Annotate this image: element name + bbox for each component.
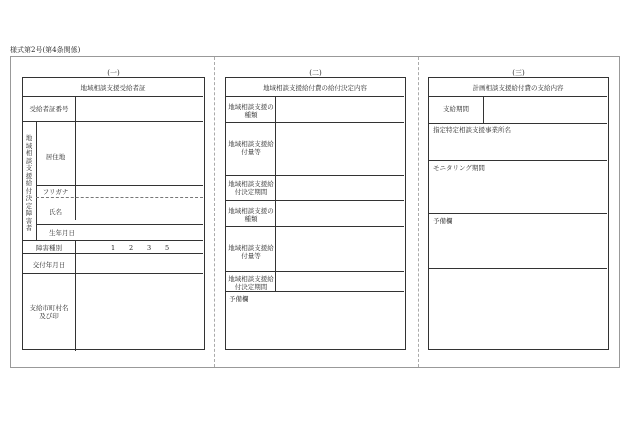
section2-number: (二) (309, 69, 322, 77)
support-amount-label-1: 地域相談支援給付量等 (228, 140, 274, 156)
section2-box (225, 77, 406, 350)
issue-date-label: 交付年月日 (32, 261, 66, 269)
provider-label: 指定特定相談支援事業所名 (433, 126, 511, 134)
municipality-label: 支給市町村名及び印 (29, 304, 69, 320)
form-caption: 様式第2号(第4条関係) (10, 46, 81, 54)
section2-reserve-label: 予備欄 (229, 295, 249, 303)
support-amount-label-2: 地域相談支援給付量等 (228, 244, 274, 260)
section2-title: 地域相談支援給付費の給付決定内容 (263, 84, 367, 92)
monitoring-label: モニタリング期間 (433, 164, 485, 172)
section-separator-2 (418, 57, 419, 367)
section3-box (428, 77, 609, 350)
support-period-label-1: 地域相談支援給付決定期間 (228, 180, 274, 196)
section1-number: (一) (107, 69, 120, 77)
section3-number: (三) (512, 69, 525, 77)
address-label: 居住地 (45, 153, 66, 161)
disability-type-1: 1 (111, 244, 116, 252)
furigana-label: フリガナ (42, 188, 69, 196)
disability-type-2: 2 (129, 244, 134, 252)
section1-box (22, 77, 205, 350)
payment-period-label: 支給期間 (443, 105, 469, 113)
name-label: 氏名 (49, 208, 62, 216)
section3-reserve-label: 予備欄 (433, 217, 453, 225)
birthdate-label: 生年月日 (49, 229, 75, 237)
support-type-label-2: 地域相談支援の種類 (228, 207, 274, 223)
recipient-vertical-label: 地域相談支援給付決定障害者 (25, 134, 33, 232)
section-separator-1 (214, 57, 215, 367)
disability-type-3: 3 (147, 244, 152, 252)
recipient-no-label: 受給者証番号 (29, 105, 69, 113)
disability-type-label: 障害種別 (36, 244, 62, 252)
section3-title: 計画相談支援給付費の支給内容 (472, 84, 564, 92)
disability-type-5: 5 (165, 244, 170, 252)
support-type-label-1: 地域相談支援の種類 (228, 103, 274, 119)
section1-title: 地域相談支援受給者証 (80, 84, 146, 92)
support-period-label-2: 地域相談支援給付決定期間 (228, 275, 274, 291)
